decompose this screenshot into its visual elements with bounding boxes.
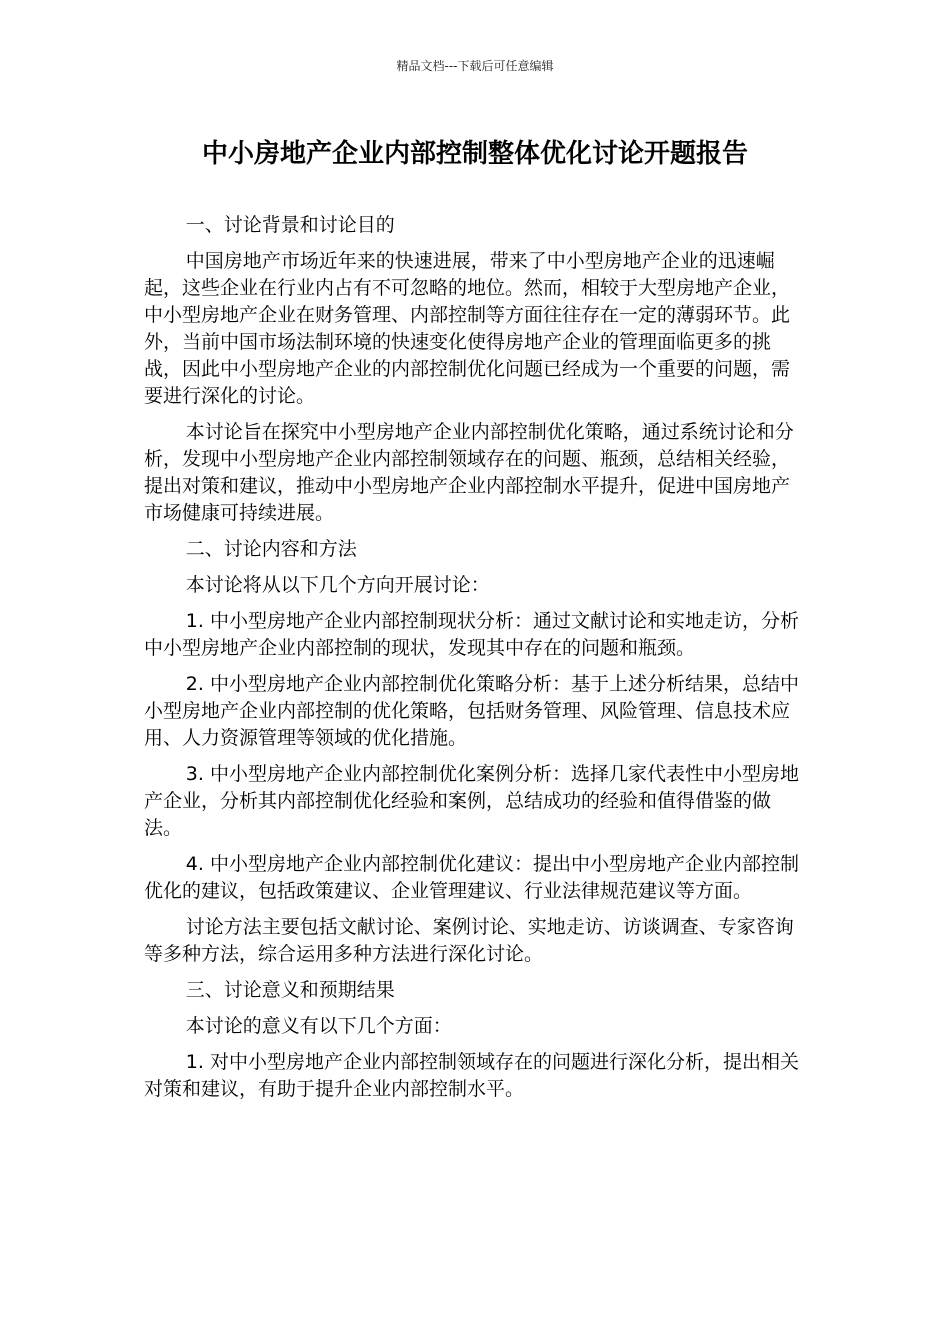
section-2-item-4: 4. 中小型房地产企业内部控制优化建议：提出中小型房地产企业内部控制优化的建议，包括政策建议、企业管理建议、行业法律规范建议等方面。: [144, 853, 799, 902]
section-2-item-3: 3. 中小型房地产企业内部控制优化案例分析：选择几家代表性中小型房地产企业，分析其内部控制优化经验和案例，总结成功的经验和值得借鉴的做法。: [144, 763, 799, 839]
section-2-methods: 讨论方法主要包括文献讨论、案例讨论、实地走访、访谈调查、专家咨询等多种方法，综合运用多种方法进行深化讨论。: [144, 916, 794, 965]
document-title: 中小房地产企业内部控制整体优化讨论开题报告: [201, 139, 748, 169]
section-2-intro: 本讨论将从以下几个方向开展讨论：: [185, 574, 490, 596]
section-2-item-2: 2. 中小型房地产企业内部控制优化策略分析：基于上述分析结果，总结中小型房地产企业内部控制的优化策略，包括财务管理、风险管理、信息技术应用、人力资源管理等领域的优化措施。: [144, 673, 799, 749]
section-2-item-1: 1. 中小型房地产企业内部控制现状分析：通过文献讨论和实地走访，分析中小型房地产企业内部控制的现状，发现其中存在的问题和瓶颈。: [144, 610, 799, 659]
section-1-heading: 一、讨论背景和讨论目的: [185, 214, 395, 236]
section-3-item-1: 1. 对中小型房地产企业内部控制领域存在的问题进行深化分析，提出相关对策和建议，有助于提升企业内部控制水平。: [144, 1051, 799, 1100]
document-body: [144, 212, 808, 1112]
section-1-paragraph-1: 中国房地产市场近年来的快速进展，带来了中小型房地产企业的迅速崛起，这些企业在行业内占有不可忽略的地位。然而，相较于大型房地产企业，中小型房地产企业在财务管理、内部控制等方面往往存在一定的薄弱环节。此外，当前中国市场法制环境的快速变化使得房地产企业的管理面临更多的挑战，因此中小型房地产企业的内部控制优化问题已经成为一个重要的问题，需要进行深化的讨论。: [144, 250, 791, 407]
page-header: 精品文档---下载后可任意编辑: [396, 59, 554, 73]
section-2-heading: 二、讨论内容和方法: [185, 538, 357, 560]
section-3-intro: 本讨论的意义有以下几个方面：: [185, 1015, 452, 1037]
section-3-heading: 三、讨论意义和预期结果: [185, 979, 395, 1001]
section-1-paragraph-2: 本讨论旨在探究中小型房地产企业内部控制优化策略，通过系统讨论和分析，发现中小型房地产企业内部控制领域存在的问题、瓶颈，总结相关经验，提出对策和建议，推动中小型房地产企业内部控制水平提升，促进中国房地产市场健康可持续进展。: [144, 421, 794, 524]
